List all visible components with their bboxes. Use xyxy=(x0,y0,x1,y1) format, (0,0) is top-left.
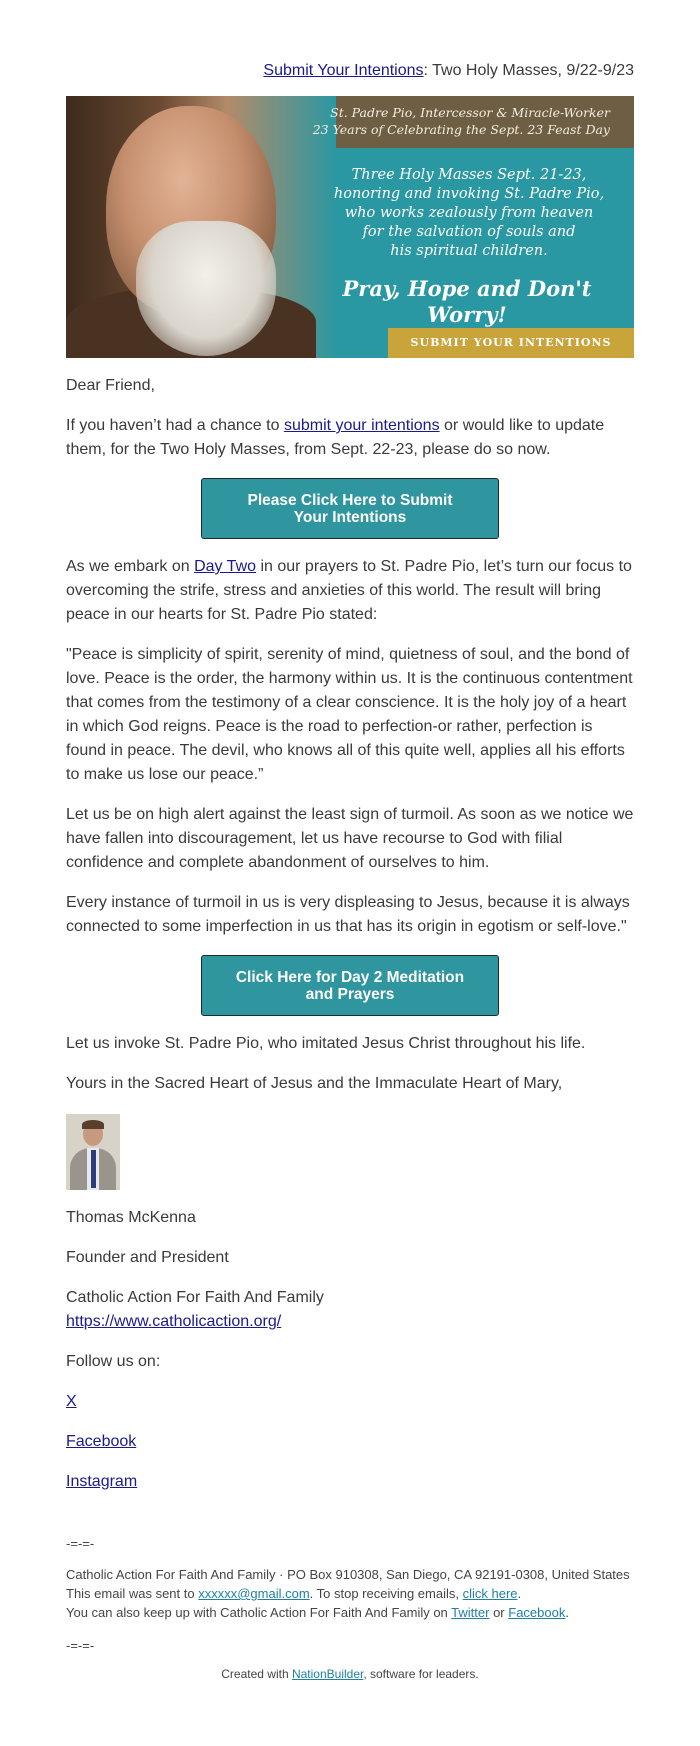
embark-paragraph: As we embark on Day Two in our prayers to St. Padre Pio, let’s turn our focus to overcoming the strife, stress and anxieties of this world. The result will bring peace in our hearts for St. Padre Pio stated: xyxy=(66,558,632,623)
separator-top: -=-=- xyxy=(66,1536,95,1551)
signer-title: Founder and President xyxy=(66,1249,229,1266)
created-with-line: Created with NationBuilder, software for leaders. xyxy=(221,1667,479,1681)
signer-name: Thomas McKenna xyxy=(66,1209,196,1226)
nationbuilder-link[interactable]: NationBuilder xyxy=(291,1667,364,1681)
email-body xyxy=(66,0,634,1681)
quote-paragraph-1: "Peace is simplicity of spirit, serenity of mind, quietness of soul, and the bond of love. Peace is the order, the harmony within us. It is the continuous contentment that comes from the testimony of a clear conscience. It is the holy joy of a heart in which God reigns. Peace is the road to perfection-or rather, perfection is found in peace. The devil, who knows all of this quite well, applies all his efforts to make us lose our peace.” xyxy=(66,646,633,783)
hero-banner[interactable] xyxy=(66,96,634,358)
submit-intentions-top-link[interactable]: Submit Your Intentions xyxy=(263,62,424,79)
closing-paragraph: Yours in the Sacred Heart of Jesus and the Immaculate Heart of Mary, xyxy=(66,1075,563,1092)
button2-wrap xyxy=(66,955,634,1016)
signer-org-block xyxy=(66,1286,634,1334)
x-link[interactable]: X xyxy=(66,1393,77,1410)
intro-paragraph: If you haven’t had a chance to submit your intentions or would like to update them, for the Two Holy Masses, from Sept. 22-23, please do so now. xyxy=(66,417,605,458)
footer-address: Catholic Action For Faith And Family · PO Box 910308, San Diego, CA 92191-0308, United States xyxy=(66,1567,630,1582)
facebook-link[interactable]: Facebook xyxy=(66,1433,137,1450)
unsubscribe-link[interactable]: click here xyxy=(462,1586,518,1601)
footer-sent-line: This email was sent to xxxxxx@gmail.com. To stop receiving emails, click here. xyxy=(66,1586,522,1601)
signer-org: Catholic Action For Faith And Family xyxy=(66,1289,324,1306)
hero-slogan: Pray, Hope and Don't Worry! xyxy=(342,276,592,327)
quote-paragraph-2: Let us be on high alert against the least sign of turmoil. As soon as we notice we have fallen into discouragement, let us have recourse to God with filial confidence and complete abandonment of ourselves to him. xyxy=(66,806,634,871)
hero-header-text: St. Padre Pio, Intercessor & Miracle-Worker 23 Years of Celebrating the Sept. 23 Feast Day xyxy=(312,105,610,137)
separator-bottom: -=-=- xyxy=(66,1638,95,1653)
follow-label: Follow us on: xyxy=(66,1353,161,1370)
footer-twitter-link[interactable]: Twitter xyxy=(451,1605,490,1620)
hero-body-text: Three Holy Masses Sept. 21-23, honoring and invoking St. Padre Pio, who works zealously from heaven for the salvation of souls and his spiritual children. xyxy=(333,167,605,259)
quote-paragraph-3: Every instance of turmoil in us is very displeasing to Jesus, because it is always connected to some imperfection in us that has its origin in egotism or self-love." xyxy=(66,894,630,935)
submit-intentions-button[interactable]: Please Click Here to Submit Your Intentions xyxy=(201,478,499,539)
website-link[interactable]: https://www.catholicaction.org/ xyxy=(66,1313,282,1330)
footer-facebook-link[interactable]: Facebook xyxy=(508,1605,566,1620)
day2-meditation-button[interactable]: Click Here for Day 2 Meditation and Prayers xyxy=(201,955,499,1016)
instagram-link[interactable]: Instagram xyxy=(66,1473,138,1490)
signer-photo xyxy=(66,1114,120,1190)
invoke-paragraph: Let us invoke St. Padre Pio, who imitated Jesus Christ throughout his life. xyxy=(66,1035,586,1052)
hero-submit-intentions-button[interactable]: SUBMIT YOUR INTENTIONS xyxy=(388,328,634,358)
day-two-link[interactable]: Day Two xyxy=(194,558,257,575)
button1-wrap xyxy=(66,478,634,539)
submit-intentions-inline-link[interactable]: submit your intentions xyxy=(283,417,440,434)
padre-pio-portrait xyxy=(66,96,336,358)
greeting: Dear Friend, xyxy=(66,377,155,394)
footer-keepup-line: You can also keep up with Catholic Action For Faith And Family on Twitter or Facebook. xyxy=(66,1605,569,1620)
top-line-rest: : Two Holy Masses, 9/22-9/23 xyxy=(423,62,634,79)
recipient-email-link[interactable]: xxxxxx@gmail.com xyxy=(198,1586,310,1601)
footer xyxy=(66,1565,634,1622)
top-line xyxy=(66,60,634,82)
